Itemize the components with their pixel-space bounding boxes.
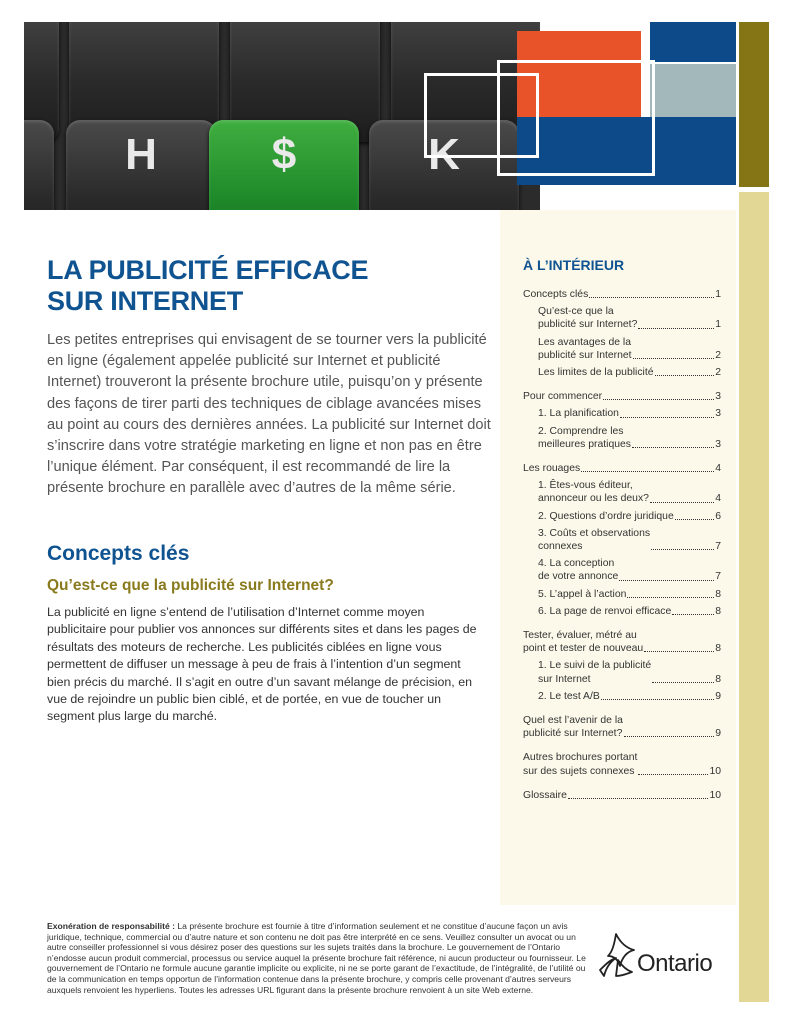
toc-item-label: 2. Comprendre les meilleures pratiques [538,425,631,450]
toc-item[interactable] [523,588,721,601]
toc-item[interactable] [523,527,721,553]
key-letter: K [428,130,460,179]
toc-leader-dots [638,774,708,775]
toc-item-page: 3 [715,408,721,420]
toc-leader-dots [620,417,714,418]
disclaimer [47,921,587,995]
toc-item-page: 4 [715,463,721,475]
toc-item[interactable] [523,390,721,403]
decor-white-frame [424,73,539,158]
toc-leader-dots [601,699,714,700]
toc-item-label: Autres brochures portant sur des sujets connexes [523,752,638,777]
keyboard-key-h [66,120,216,210]
toc-leader-dots [568,798,709,799]
toc-item-label: Les avantages de la publicité sur Internet [538,336,632,361]
toc-item-label: Pour commencer [523,391,603,403]
toc-item-page: 9 [715,690,721,702]
toc-item-page: 3 [715,391,721,403]
intro-paragraph: Les petites entreprises qui envisagent de se tourner vers la publicité en ligne (également appelée publicité sur Internet et publicité Internet) trouveront la présente brochure utile, puisqu’on y présente des façons de tirer parti des techniques de ciblage avancées mises au point au cours des dernières années. La publicité sur Internet doit s’inscrire dans votre stratégie marketing en ligne et non pas en être l’unique élément. Par conséquent, il est recommandé de lire la présente brochure en parallèle avec d’autres de la même série. [47,332,491,497]
toc-item-page: 8 [715,673,721,685]
page-title [47,255,487,317]
title-line-1: LA PUBLICITÉ EFFICACE [47,255,369,285]
decor-sand-strip [739,192,769,1002]
toc-leader-dots [675,519,714,520]
toc-item[interactable] [523,605,721,618]
toc-item[interactable] [523,462,721,475]
toc-item-label: 1. La planification [538,408,619,420]
toc-item-page: 8 [715,605,721,617]
key-letter: H [125,130,157,179]
toc-item-page: 8 [715,588,721,600]
toc-leader-dots [655,375,715,376]
toc-leader-dots [672,614,714,615]
toc-item-label: 2. Questions d’ordre juridique [538,510,674,522]
toc-leader-dots [651,549,714,550]
toc-item-label: Tester, évaluer, métré au point et tester de nouveau [523,630,644,655]
toc-item-label: 3. Coûts et observations connexes [538,527,651,553]
decor-gray-block [650,64,736,117]
toc-leader-dots [603,399,714,400]
toc-leader-dots [632,447,714,448]
toc-leader-dots [644,651,714,652]
toc-leader-dots [624,736,714,737]
toc-item-label: Glossaire [523,789,567,801]
disclaimer-text: La présente brochure est fournie à titre d’information seulement et ne constitue d’aucune façon un avis juridique, technique, commercial ou d’autre nature et son contenu ne doit pas être interprété en ce sens. Veuillez consulter un avocat ou un autre conseiller professionnel si vous désirez poser des questions sur les sujets traités dans la brochure. Le gouvernement de l’Ontario n’endosse aucun produit commercial, processus ou service auquel la présente brochure fait référence, ni aucun producteur ou fournisseur. Le gouvernement de l’Ontario ne formule aucune garantie implicite ou explicite, ni ne se porte garant de l’exactitude, de l’intégralité, de l’utilité ou de la communication en temps opportun de l’information contenue dans la présente brochure, y compris celle provenant d’autres serveurs auxquels renvoient les hyperliens. Toutes les adresses URL figurant dans la présente brochure renvoient à un site Web externe. [47,921,586,995]
toc-item-page: 4 [715,493,721,505]
toc-item-page: 7 [715,571,721,583]
toc-item-label: 1. Le suivi de la publicité sur Internet [538,660,652,685]
toc-item-label: Qu’est-ce que la publicité sur Internet? [538,306,638,331]
toc-heading: À L’INTÉRIEUR [523,257,625,273]
toc-item-label: 4. La conception de votre annonce [538,558,619,583]
toc-item-label: Quel est l’avenir de la publicité sur Internet? [523,715,623,740]
decor-navy-block [650,22,736,62]
toc-item-label: 6. La page de renvoi efficace [538,605,672,617]
toc-item[interactable] [523,288,721,301]
toc-item[interactable] [523,305,721,331]
toc-item[interactable] [523,789,721,802]
toc-item-page: 2 [715,367,721,379]
ontario-logo-text: Ontario [637,950,713,977]
toc-leader-dots [638,328,714,329]
toc-item-label: 1. Êtes-vous éditeur, annonceur ou les deux? [538,480,649,505]
toc-item[interactable] [523,690,721,703]
toc-item-label: Les rouages [523,463,581,475]
section-heading: Concepts clés [47,542,190,565]
table-of-contents [523,288,721,802]
title-line-2: SUR INTERNET [47,286,243,316]
toc-item[interactable] [523,557,721,583]
toc-item-label: Concepts clés [523,289,589,300]
toc-leader-dots [581,471,714,472]
toc-item-page: 2 [715,349,721,361]
toc-leader-dots [652,682,714,683]
toc-item[interactable] [523,407,721,420]
toc-item[interactable] [523,510,721,523]
toc-item-label: Les limites de la publicité [538,367,654,379]
section-body: La publicité en ligne s’entend de l’utilisation d’Internet comme moyen publicitaire pour publier vos annonces sur différents sites et dans les pages de résultats des moteurs de recherche. Les publicités ciblées en ligne vous permettent de diffuser un message à peu de frais à l’intention d’un segment bien précis du marché. Il s’agit en outre d’un savant mélange de précision, en vue de rejoindre un public bien ciblé, et de portée, en vue de toucher un segment plus large du marché. [47,605,477,724]
toc-item-page: 10 [709,765,721,777]
toc-item-page: 1 [715,289,721,300]
toc-item[interactable] [523,366,721,379]
toc-leader-dots [619,580,714,581]
toc-item-page: 10 [709,789,721,801]
toc-item-label: 5. L’appel à l’action [538,588,627,600]
toc-leader-dots [627,597,714,598]
keyboard-key-dollar [209,120,359,210]
toc-leader-dots [589,297,714,298]
decor-olive-bar [739,22,769,187]
toc-item[interactable] [523,714,721,740]
toc-item-page: 3 [715,438,721,450]
toc-item-page: 9 [715,728,721,740]
toc-item-page: 1 [715,319,721,331]
disclaimer-label: Exonération de responsabilité : [47,921,175,931]
toc-item-page: 8 [715,643,721,655]
toc-item-page: 7 [715,541,721,553]
toc-item[interactable] [523,629,721,655]
section-subheading: Qu’est-ce que la publicité sur Internet? [47,577,334,594]
toc-item[interactable] [523,659,721,685]
toc-leader-dots [633,358,715,359]
toc-leader-dots [650,502,714,503]
toc-item[interactable] [523,751,721,777]
toc-item-page: 6 [715,510,721,522]
toc-item-label: 2. Le test A/B [538,690,600,702]
toc-item[interactable] [523,336,721,362]
keyboard-key [24,120,54,210]
key-letter: $ [271,130,297,179]
toc-item[interactable] [523,425,721,451]
toc-item[interactable] [523,479,721,505]
